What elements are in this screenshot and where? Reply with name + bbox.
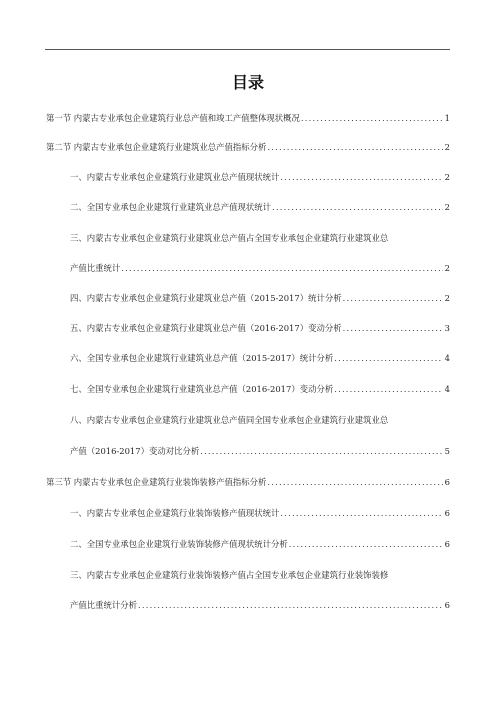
toc-entry[interactable]	[70, 415, 450, 426]
toc-entry[interactable]	[70, 508, 450, 519]
toc-entry-text: 一、内蒙古专业承包企业建筑行业建筑业总产值现状统计	[70, 172, 280, 182]
toc-leader-dots	[334, 353, 442, 364]
toc-leader-dots	[280, 172, 442, 183]
page-title: 目录	[231, 73, 264, 92]
toc-leader-dots	[301, 113, 443, 124]
toc-entry-text: 二、全国专业承包企业建筑行业装饰装修产值现状统计分析	[70, 539, 288, 549]
toc-entry[interactable]	[70, 172, 450, 183]
toc-entry-text: 第三节 内蒙古专业承包企业建筑行业装饰装修产值指标分析	[46, 477, 267, 487]
toc-leader-dots	[343, 323, 443, 334]
toc-page-number: 3	[444, 323, 450, 333]
toc-entry-text: 七、全国专业承包企业建筑行业建筑业总产值（2016-2017）变动分析	[70, 384, 334, 394]
toc-entry-text: 一、内蒙古专业承包企业建筑行业装饰装修产值现状统计	[70, 508, 280, 518]
toc-page-number: 5	[444, 446, 450, 456]
toc-entry[interactable]	[70, 293, 450, 304]
toc-page-number: 2	[444, 202, 450, 212]
toc-entry[interactable]	[70, 539, 450, 550]
toc-entry-text: 八、内蒙古专业承包企业建筑行业建筑业总产值同全国专业承包企业建筑行业建筑业总	[70, 415, 389, 425]
toc-leader-dots	[200, 446, 442, 457]
toc-entry-continuation[interactable]	[70, 263, 450, 274]
toc-entry-continuation[interactable]	[70, 446, 450, 457]
toc-entry-text: 产值（2016-2017）变动对比分析	[70, 446, 200, 456]
toc-entry-text: 产值比重统计分析	[70, 600, 137, 610]
toc-page-number: 6	[444, 539, 450, 549]
toc-entry[interactable]	[70, 570, 450, 581]
toc-leader-dots	[267, 142, 442, 153]
toc-entry[interactable]	[46, 142, 450, 153]
toc-page-number: 6	[444, 508, 450, 518]
toc-entry[interactable]	[70, 353, 450, 364]
toc-entry[interactable]	[70, 233, 450, 244]
toc-entry[interactable]	[70, 384, 450, 395]
toc-page-number: 2	[444, 142, 450, 152]
toc-entry-text: 四、内蒙古专业承包企业建筑行业建筑业总产值（2015-2017）统计分析	[70, 293, 342, 303]
toc-entry[interactable]	[46, 113, 450, 124]
toc-page-number: 4	[444, 384, 450, 394]
toc-entry[interactable]	[70, 323, 450, 334]
toc-leader-dots	[121, 263, 442, 274]
toc-leader-dots	[272, 202, 443, 213]
toc-entry-text: 六、全国专业承包企业建筑行业建筑业总产值（2015-2017）统计分析	[70, 353, 334, 363]
toc-entry-text: 三、内蒙古专业承包企业建筑行业建筑业总产值占全国专业承包企业建筑行业建筑业总	[70, 233, 389, 243]
toc-leader-dots	[343, 293, 443, 304]
toc-page-number: 6	[444, 477, 450, 487]
toc-entry-text: 第一节 内蒙古专业承包企业建筑行业总产值和竣工产值整体现状概况	[46, 113, 300, 123]
toc-leader-dots	[289, 539, 443, 550]
toc-entry-text: 产值比重统计	[70, 263, 121, 273]
toc-page-number: 2	[444, 263, 450, 273]
toc-page-number: 2	[444, 293, 450, 303]
toc-entry-text: 五、内蒙古专业承包企业建筑行业建筑业总产值（2016-2017）变动分析	[70, 323, 342, 333]
toc-leader-dots	[138, 600, 443, 611]
toc-page-number: 4	[444, 353, 450, 363]
toc-entry-text: 第二节 内蒙古专业承包企业建筑行业建筑业总产值指标分析	[46, 142, 267, 152]
toc-leader-dots	[334, 384, 442, 395]
toc-page-number: 1	[444, 113, 450, 123]
toc-entry-text: 二、全国专业承包企业建筑行业建筑业总产值现状统计	[70, 202, 271, 212]
toc-page-number: 6	[444, 600, 450, 610]
toc-entry-text: 三、内蒙古专业承包企业建筑行业装饰装修产值占全国专业承包企业建筑行业装饰装修	[70, 570, 389, 580]
toc-leader-dots	[280, 508, 442, 519]
toc-leader-dots	[267, 477, 442, 488]
toc-entry-continuation[interactable]	[70, 600, 450, 611]
toc-entry[interactable]	[70, 202, 450, 213]
toc-page-number: 2	[444, 172, 450, 182]
toc-entry[interactable]	[46, 477, 450, 488]
header-rule	[45, 49, 450, 50]
